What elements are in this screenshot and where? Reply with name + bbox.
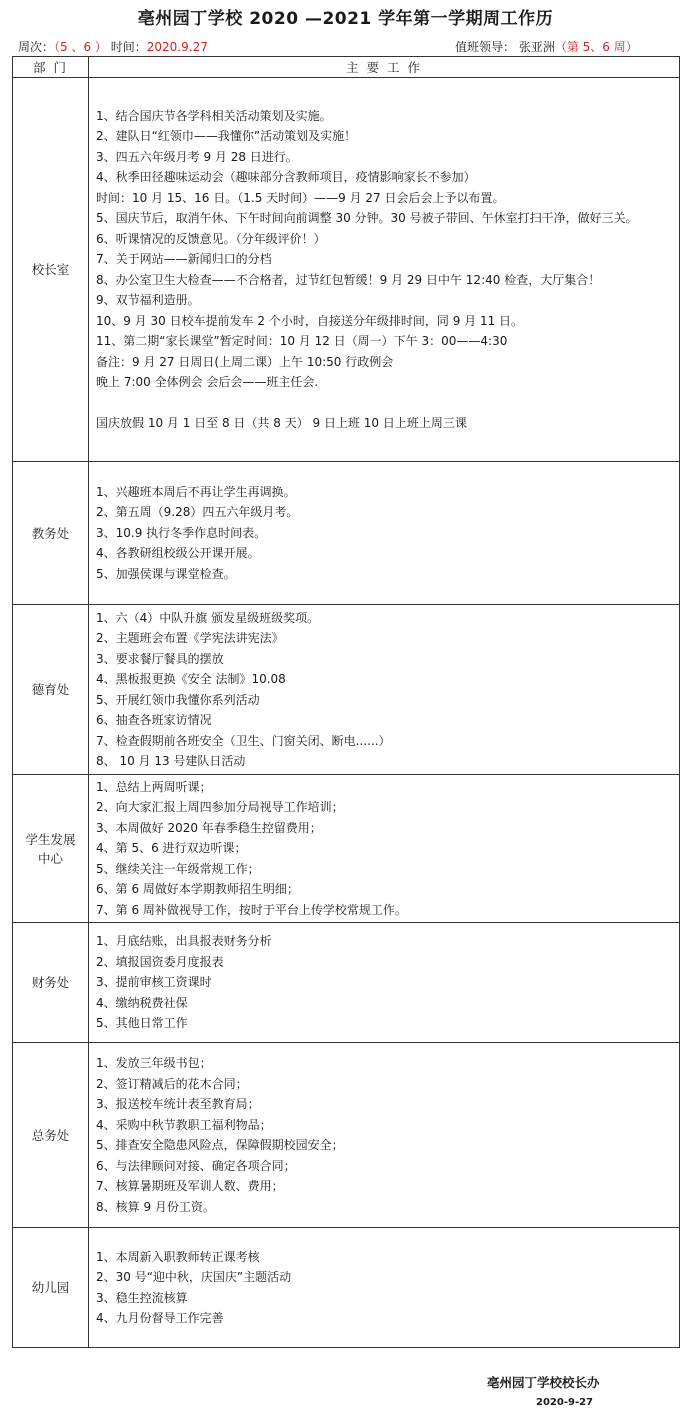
work-item: 国庆放假 10 月 1 日至 8 日（共 8 天） 9 日上班 10 日上班上周三课 xyxy=(96,416,467,430)
work-item: 4、秋季田径趣味运动会（趣味部分含教师项目，疫情影响家长不参加） xyxy=(96,170,476,184)
table-header-row xyxy=(13,57,680,78)
table-row xyxy=(13,1043,680,1228)
work-item: 3、本周做好 2020 年春季稳生控留费用； xyxy=(96,820,322,835)
work-item: 8、办公室卫生大检查——不合格者，过节红包暂缓！9 月 29 日中午 12:40 检查，大厅集合！ xyxy=(96,272,601,287)
time-label: 时间： xyxy=(110,40,147,54)
footer-organization: 亳州园丁学校校长办 xyxy=(487,1375,600,1390)
work-item: 2、签订精减后的花木合同； xyxy=(96,1076,248,1091)
week-time-info xyxy=(18,38,208,55)
dept-cell: 校长室 xyxy=(13,78,89,462)
work-items-cell xyxy=(89,78,680,462)
work-item: 7、第 6 周补做视导工作，按时于平台上传学校常规工作。 xyxy=(96,902,407,917)
work-item: 7、检查假期前各班安全（卫生、门窗关闭、断电......） xyxy=(96,733,391,748)
work-item: 5、继续关注一年级常规工作； xyxy=(96,861,260,876)
footer-date: 2020-9-27 xyxy=(536,1397,594,1408)
work-item: 8、核算 9 月份工资。 xyxy=(96,1199,215,1214)
work-item: 时间：10 月 15、16 日。（1.5 天时间）——9 月 27 日会后会上予以布置。 xyxy=(96,190,505,205)
table-row xyxy=(13,923,680,1043)
work-item: 4、各教研组校级公开课开展。 xyxy=(96,546,260,561)
work-item: 7、关于网站——新闻归口的分档 xyxy=(96,252,272,266)
work-items-cell xyxy=(89,1043,680,1228)
work-item: 7、核算暑期班及军训人数、费用； xyxy=(96,1179,284,1193)
work-item: 5、开展红领巾我懂你系列活动 xyxy=(96,692,260,707)
work-items-cell xyxy=(89,462,680,605)
work-items-cell xyxy=(89,1228,680,1348)
table-body xyxy=(13,78,680,1348)
work-item: 2、30 号“迎中秋，庆国庆”主题活动 xyxy=(96,1270,292,1284)
work-item: 4、采购中秋节教职工福利物品； xyxy=(96,1117,272,1132)
work-item: 5、国庆节后，取消午休、下午时间向前调整 30 分钟。30 号被子带回、午休室打扫干净，做好三关。 xyxy=(96,211,638,225)
work-item: 5、加强侯课与课堂检查。 xyxy=(96,566,236,581)
work-item: 3、提前审核工资课时 xyxy=(96,975,212,990)
dept-cell: 教务处 xyxy=(13,462,89,605)
dept-cell: 德育处 xyxy=(13,605,89,775)
duty-name: 张亚洲 xyxy=(518,40,555,54)
work-item: 10、9 月 30 日校车提前发车 2 个小时，自接送分年级排时间，同 9 月 11 日。 xyxy=(96,313,524,328)
table-row xyxy=(13,462,680,605)
work-item: 3、要求餐厅餐具的摆放 xyxy=(96,651,224,666)
table-row xyxy=(13,1228,680,1348)
header-main-work: 主 要 工 作 xyxy=(89,57,680,78)
work-items-cell xyxy=(89,775,680,923)
week-value: （5 、6 ） xyxy=(54,40,107,54)
work-item: 2、第五周（9.28）四五六年级月考。 xyxy=(96,505,299,520)
work-item: 9、双节福利造册。 xyxy=(96,293,200,307)
work-item: 6、第 6 周做好本学期教师招生明细； xyxy=(96,882,299,897)
work-item: 1、月底结账，出具报表财务分析 xyxy=(96,934,272,949)
work-item: 5、其他日常工作 xyxy=(96,1016,188,1031)
work-item: 1、六（4）中队升旗 颁发星级班级奖项。 xyxy=(96,610,320,625)
dept-cell: 财务处 xyxy=(13,923,89,1043)
work-item: 1、结合国庆节各学科相关活动策划及实施。 xyxy=(96,108,332,123)
work-item: 4、第 5、6 进行双边听课； xyxy=(96,841,247,856)
work-item: 8、 10 月 13 号建队日活动 xyxy=(96,754,246,768)
week-label: 周次： xyxy=(18,40,55,54)
work-item: 1、发放三年级书包； xyxy=(96,1056,212,1070)
work-item: 1、兴趣班本周后不再让学生再调换。 xyxy=(96,484,296,499)
work-item: 3、报送校车统计表至教育局； xyxy=(96,1097,260,1111)
work-item: 晚上 7:00 全体例会 会后会——班主任会. xyxy=(96,375,319,389)
work-item: 3、稳生控流核算 xyxy=(96,1290,188,1305)
work-item: 2、向大家汇报上周四参加分局视导工作培训； xyxy=(96,800,344,815)
dept-cell: 学生发展中心 xyxy=(13,775,89,923)
meta-row xyxy=(18,38,678,56)
duty-leader-info xyxy=(455,38,638,55)
work-item: 2、填报国资委月度报表 xyxy=(96,954,224,969)
work-item: 2、主题班会布置《学宪法讲宪法》 xyxy=(96,631,284,645)
duty-label: 值班领导： xyxy=(455,40,516,54)
dept-cell: 幼儿园 xyxy=(13,1228,89,1348)
work-item: 6、与法律顾问对接、确定各项合同； xyxy=(96,1158,296,1173)
table-row xyxy=(13,605,680,775)
work-items-cell xyxy=(89,923,680,1043)
duty-weeks: （第 5、6 周） xyxy=(554,40,638,54)
work-item: 5、排查安全隐患风险点，保障假期校园安全； xyxy=(96,1138,344,1152)
work-items-cell xyxy=(89,605,680,775)
work-item: 4、缴纳税费社保 xyxy=(96,995,188,1010)
work-item: 1、总结上两周听课； xyxy=(96,779,212,794)
work-item: 6、听课情况的反馈意见。（分年级评价！） xyxy=(96,231,326,246)
header-dept: 部 门 xyxy=(13,57,89,78)
work-calendar-table xyxy=(12,56,680,1348)
work-item xyxy=(96,393,675,414)
page-title: 亳州园丁学校 2020 —2021 学年第一学期周工作历 xyxy=(137,9,554,29)
table-row xyxy=(13,78,680,462)
table-row xyxy=(13,775,680,923)
work-item: 11、第二期“家长课堂”暂定时间：10 月 12 日（周一）下午 3：00——4:30 xyxy=(96,334,508,348)
work-item: 3、10.9 执行冬季作息时间表。 xyxy=(96,525,267,540)
work-item: 3、四五六年级月考 9 月 28 日进行。 xyxy=(96,149,298,164)
dept-cell: 总务处 xyxy=(13,1043,89,1228)
work-item: 4、九月份督导工作完善 xyxy=(96,1311,224,1325)
work-item: 6、抽查各班家访情况 xyxy=(96,713,212,727)
work-item: 2、建队日“红领巾——我懂你”活动策划及实施！ xyxy=(96,129,357,143)
work-item: 4、黑板报更换《安全 法制》10.08 xyxy=(96,672,286,686)
work-item: 1、本周新入职教师转正课考核 xyxy=(96,1249,260,1264)
work-item: 备注：9 月 27 日周日(上周二课）上午 10:50 行政例会 xyxy=(96,354,394,369)
time-value: 2020.9.27 xyxy=(146,40,208,54)
